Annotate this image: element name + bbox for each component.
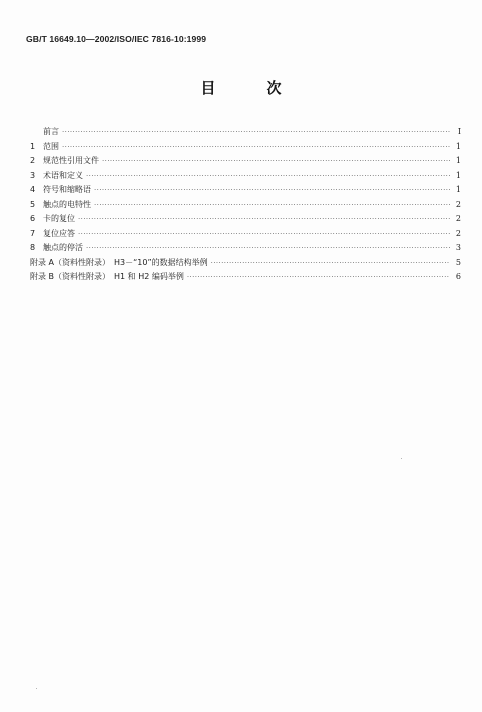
page-title: 目 次 [200,79,300,97]
toc-dot-leader [86,244,450,252]
toc-dot-leader [94,186,450,194]
toc-entry-page: 1 [455,156,461,165]
toc-dot-leader [94,201,450,209]
toc-entry-page: 6 [455,272,461,281]
toc-entry-label: 规范性引用文件 [43,156,99,165]
toc-entry-label: 触点的电特性 [43,199,91,209]
toc-entry-annex-b[interactable] [30,271,461,286]
toc-entry-foreword[interactable] [30,126,461,141]
toc-entry-number: 6 [30,214,36,223]
toc-entry-page: 1 [455,185,461,194]
toc-entry-label: 附录 A（资料性附录） H3－“10”的数据结构举例 [30,257,208,267]
toc-entry-page: 1 [455,170,461,180]
toc-entry-label: 术语和定义 [43,170,83,180]
toc-entry-normative-references[interactable] [30,155,461,170]
toc-entry-label: 附录 B（资料性附录） H1 和 H2 编码举例 [30,272,184,281]
toc-dot-leader [86,172,450,180]
toc-entry-page: 3 [455,243,461,252]
toc-entry-page: 1 [455,141,461,151]
toc-dot-leader [102,157,450,165]
toc-entry-number: 2 [30,156,36,165]
toc-entry-number: 4 [30,185,36,194]
toc-entry-scope[interactable] [30,141,461,156]
toc-entry-page: 2 [455,228,461,238]
scan-speck [36,688,37,689]
toc-dot-leader [187,273,450,281]
toc-dot-leader [78,215,450,223]
toc-entry-label: 前言 [43,127,59,136]
toc-dot-leader [211,259,450,267]
toc-entry-card-reset[interactable] [30,213,461,228]
toc-entry-page: 5 [455,257,461,267]
toc-entry-label: 复位应答 [43,228,75,238]
toc-entry-label: 卡的复位 [43,214,75,223]
toc-entry-number: 7 [30,228,36,238]
toc-entry-deactivation[interactable] [30,242,461,257]
toc-entry-page: 2 [455,214,461,223]
toc-dot-leader [62,143,450,151]
toc-entry-page: 2 [455,199,461,209]
toc-entry-number: 1 [30,141,36,151]
toc-entry-label: 触点的停活 [43,243,83,252]
toc-entry-symbols-abbreviations[interactable] [30,184,461,199]
table-of-contents [30,126,461,286]
toc-entry-annex-a[interactable] [30,257,461,272]
toc-entry-terms-definitions[interactable] [30,170,461,185]
toc-entry-label: 符号和缩略语 [43,185,91,194]
toc-entry-answer-to-reset[interactable] [30,228,461,243]
standard-code-header: GB/T 16649.10—2002/ISO/IEC 7816-10:1999 [26,34,207,44]
toc-entry-page: I [457,127,461,136]
toc-dot-leader [78,230,450,238]
toc-entry-label: 范围 [43,141,59,151]
scan-speck [401,458,402,459]
toc-entry-number: 3 [30,170,36,180]
toc-entry-number: 8 [30,243,36,252]
toc-entry-electrical-characteristics[interactable] [30,199,461,214]
toc-dot-leader [62,128,450,136]
toc-entry-number: 5 [30,199,36,209]
